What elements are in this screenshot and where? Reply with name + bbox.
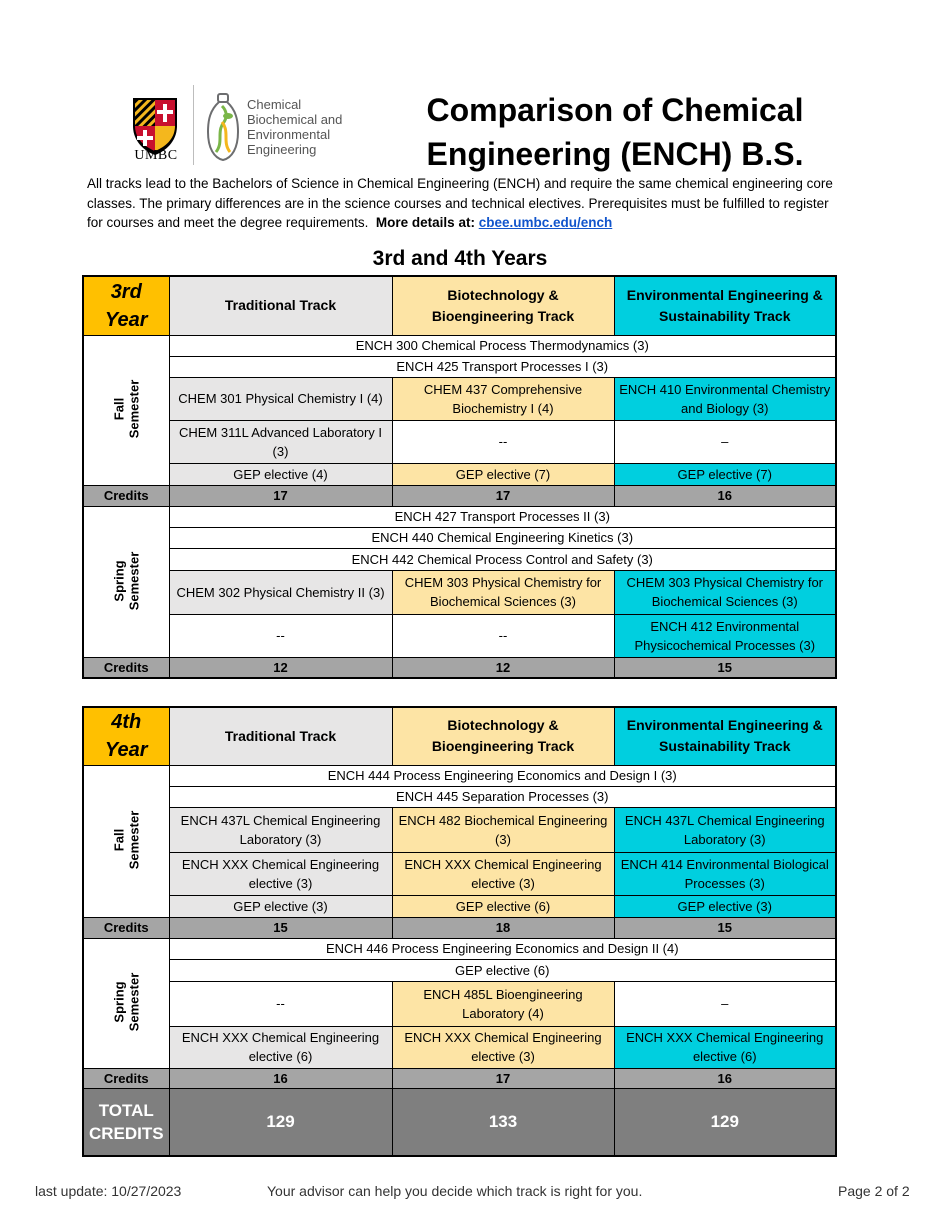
empty-cell: -- bbox=[392, 614, 614, 657]
details-link[interactable]: cbee.umbc.edu/ench bbox=[478, 215, 613, 230]
total-line: CREDITS bbox=[88, 1123, 164, 1143]
course-cell: ENCH XXX Chemical Engineering elective (3) bbox=[392, 1026, 614, 1068]
course-cell: ENCH XXX Chemical Engineering elective (6) bbox=[169, 1026, 392, 1068]
course-cell: CHEM 303 Physical Chemistry for Biochemical Sciences (3) bbox=[392, 570, 614, 614]
intro-more-label: More details at: bbox=[375, 215, 475, 230]
header-line: Bioengineering Track bbox=[431, 307, 575, 324]
course-cell: ENCH 442 Chemical Process Control and Safety (3) bbox=[169, 548, 836, 570]
total-credits-label bbox=[83, 1088, 169, 1156]
course-cell: ENCH 440 Chemical Engineering Kinetics (3) bbox=[169, 527, 836, 548]
env-track-header bbox=[614, 707, 836, 765]
empty-cell: -- bbox=[392, 420, 614, 463]
section-title: 3rd and 4th Years bbox=[372, 247, 548, 270]
bio-track-header bbox=[392, 707, 614, 765]
credits-value: 12 bbox=[169, 657, 392, 678]
course-cell: ENCH 482 Biochemical Engineering (3) bbox=[392, 807, 614, 852]
credits-value: 18 bbox=[392, 917, 614, 938]
logo-divider bbox=[193, 85, 194, 165]
course-cell: GEP elective (7) bbox=[614, 463, 836, 485]
course-cell: ENCH 437L Chemical Engineering Laboratory (3) bbox=[169, 807, 392, 852]
sem-word: Spring bbox=[111, 559, 127, 602]
page-number: Page 2 of 2 bbox=[838, 1183, 910, 1199]
course-cell: ENCH 414 Environmental Biological Processes (3) bbox=[614, 852, 836, 895]
credits-label: Credits bbox=[83, 1068, 169, 1088]
course-cell: CHEM 311L Advanced Laboratory I (3) bbox=[169, 420, 392, 463]
course-cell: ENCH 444 Process Engineering Economics and Design I (3) bbox=[169, 765, 836, 786]
course-cell: ENCH XXX Chemical Engineering elective (3) bbox=[392, 852, 614, 895]
course-cell: GEP elective (7) bbox=[392, 463, 614, 485]
header-line: Bioengineering Track bbox=[431, 738, 575, 755]
bio-track-header bbox=[392, 276, 614, 335]
empty-cell: -- bbox=[169, 981, 392, 1026]
sem-word: Semester bbox=[126, 810, 142, 870]
sem-word: Semester bbox=[126, 972, 142, 1032]
env-track-header bbox=[614, 276, 836, 335]
year-label bbox=[83, 707, 169, 765]
header-line: Biotechnology & bbox=[447, 717, 559, 734]
fall-semester-label bbox=[83, 765, 169, 917]
header-line: Sustainability Track bbox=[659, 738, 791, 755]
title-line: Engineering (ENCH) B.S. bbox=[426, 136, 804, 172]
credits-value: 15 bbox=[614, 917, 836, 938]
credits-value: 15 bbox=[169, 917, 392, 938]
total-line: TOTAL bbox=[98, 1100, 154, 1120]
sem-word: Spring bbox=[111, 981, 127, 1023]
umbc-logo-text: UMBC bbox=[134, 148, 178, 163]
dept-line: Environmental bbox=[247, 127, 331, 142]
credits-value: 17 bbox=[392, 485, 614, 506]
total-credits-value: 129 bbox=[614, 1088, 836, 1156]
year-word: Year bbox=[104, 739, 148, 762]
course-cell: CHEM 302 Physical Chemistry II (3) bbox=[169, 570, 392, 614]
course-cell: ENCH XXX Chemical Engineering elective (6) bbox=[614, 1026, 836, 1068]
fall-semester-label bbox=[83, 335, 169, 485]
course-cell: CHEM 301 Physical Chemistry I (4) bbox=[169, 377, 392, 420]
total-credits-value: 129 bbox=[169, 1088, 392, 1156]
traditional-track-header: Traditional Track bbox=[169, 276, 392, 335]
course-cell: CHEM 437 Comprehensive Biochemistry I (4) bbox=[392, 377, 614, 420]
fourth-year-table bbox=[82, 706, 837, 1157]
course-cell: ENCH 410 Environmental Chemistry and Biology (3) bbox=[614, 377, 836, 420]
sem-word: Fall bbox=[111, 828, 127, 852]
credits-value: 16 bbox=[614, 1068, 836, 1088]
credits-value: 12 bbox=[392, 657, 614, 678]
page-title bbox=[420, 88, 810, 176]
traditional-track-header: Traditional Track bbox=[169, 707, 392, 765]
credits-value: 17 bbox=[169, 485, 392, 506]
credits-value: 16 bbox=[169, 1068, 392, 1088]
last-update-text: last update: 10/27/2023 bbox=[35, 1183, 182, 1199]
spring-semester-label bbox=[83, 938, 169, 1068]
course-cell: ENCH 446 Process Engineering Economics and Design II (4) bbox=[169, 938, 836, 959]
total-credits-value: 133 bbox=[392, 1088, 614, 1156]
header-line: Biotechnology & bbox=[447, 286, 559, 303]
credits-value: 17 bbox=[392, 1068, 614, 1088]
department-name bbox=[247, 97, 342, 157]
course-cell: ENCH 427 Transport Processes II (3) bbox=[169, 506, 836, 527]
dept-line: Biochemical and bbox=[247, 112, 343, 127]
course-cell: GEP elective (6) bbox=[392, 895, 614, 917]
intro-text: All tracks lead to the Bachelors of Science in Chemical Engineering (ENCH) and require the same chemical engineering core classes. The primary differences are in the science courses and technical electives. Prerequisites must be fulfilled to register for courses and meet the degree requirements. bbox=[87, 176, 833, 230]
course-cell: GEP elective (3) bbox=[614, 895, 836, 917]
course-cell: ENCH 412 Environmental Physicochemical Processes (3) bbox=[614, 614, 836, 657]
course-cell: ENCH 437L Chemical Engineering Laboratory (3) bbox=[614, 807, 836, 852]
credits-label: Credits bbox=[83, 485, 169, 506]
cbee-flask-logo bbox=[206, 92, 240, 162]
course-cell: ENCH 485L Bioengineering Laboratory (4) bbox=[392, 981, 614, 1026]
course-cell: CHEM 303 Physical Chemistry for Biochemical Sciences (3) bbox=[614, 570, 836, 614]
advisor-note: Your advisor can help you decide which track is right for you. bbox=[267, 1183, 643, 1199]
year-number: 4th bbox=[111, 711, 142, 734]
course-cell: ENCH 445 Separation Processes (3) bbox=[169, 786, 836, 807]
intro-paragraph bbox=[87, 174, 847, 233]
dept-line: Chemical bbox=[247, 97, 302, 112]
course-cell: GEP elective (3) bbox=[169, 895, 392, 917]
third-year-table bbox=[82, 275, 837, 679]
year-number: 3rd bbox=[110, 280, 142, 303]
credits-value: 16 bbox=[614, 485, 836, 506]
credits-label: Credits bbox=[83, 917, 169, 938]
sem-word: Semester bbox=[126, 551, 142, 610]
title-line: Comparison of Chemical bbox=[426, 92, 804, 128]
dept-line: Engineering bbox=[247, 142, 317, 157]
header-line: Environmental Engineering & bbox=[626, 717, 823, 734]
course-cell: GEP elective (4) bbox=[169, 463, 392, 485]
sem-word: Fall bbox=[111, 397, 127, 421]
empty-cell: – bbox=[614, 981, 836, 1026]
empty-cell: -- bbox=[169, 614, 392, 657]
credits-value: 15 bbox=[614, 657, 836, 678]
header-line: Sustainability Track bbox=[659, 307, 791, 324]
spring-semester-label bbox=[83, 506, 169, 657]
header-line: Environmental Engineering & bbox=[626, 286, 823, 303]
course-cell: ENCH XXX Chemical Engineering elective (3) bbox=[169, 852, 392, 895]
course-cell: ENCH 300 Chemical Process Thermodynamics (3) bbox=[169, 335, 836, 356]
year-word: Year bbox=[104, 308, 148, 331]
credits-label: Credits bbox=[83, 657, 169, 678]
empty-cell: – bbox=[614, 420, 836, 463]
year-label bbox=[83, 276, 169, 335]
course-cell: GEP elective (6) bbox=[169, 959, 836, 981]
sem-word: Semester bbox=[126, 379, 142, 439]
course-cell: ENCH 425 Transport Processes I (3) bbox=[169, 356, 836, 377]
